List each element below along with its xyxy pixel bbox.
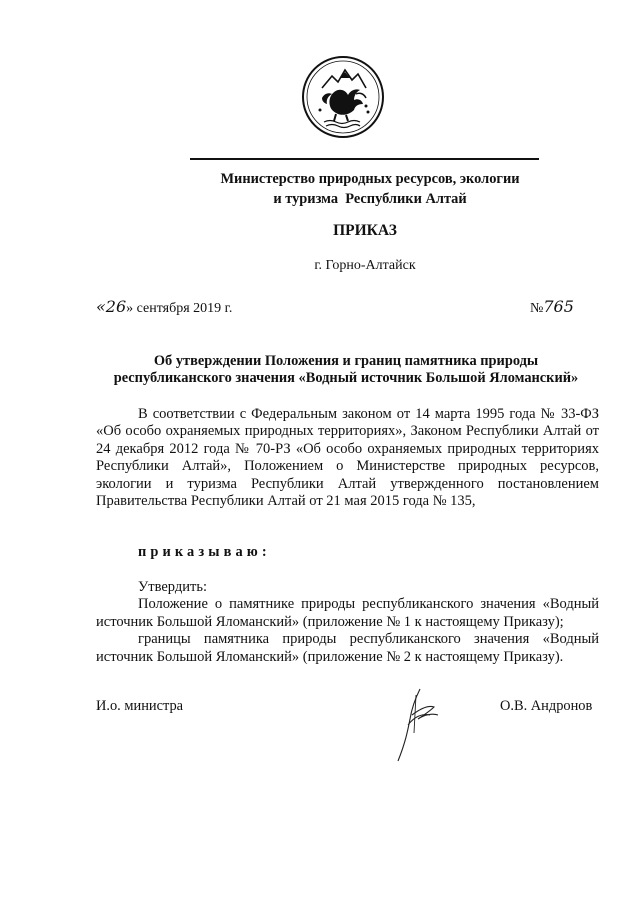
date-rest: » сентября 2019 г. [126, 301, 233, 316]
document-type: ПРИКАЗ [333, 222, 397, 239]
order-item-2: границы памятника природы республиканского значения «Водный источник Большой Яломанский» (приложение № 2 к настоящему Приказу). [96, 631, 599, 665]
preamble-paragraph: В соответствии с Федеральным законом от 14 марта 1995 года № 33-ФЗ «Об особо охраняемых природных территориях», Законом Республики Алтай от 24 декабря 2012 года № 70-РЗ «Об особо охраняемых природных территориях Республики Алтай», Положением о Министерстве природных ресурсов, экологии и туризма Республики Алтай утвержденного постановлением Правительства Республики Алтай от 21 мая 2015 года № 135, [96, 406, 599, 510]
header-rule [190, 158, 539, 160]
ministry-line-1: Министерство природных ресурсов, экологии [220, 171, 520, 187]
order-title [96, 353, 596, 387]
order-items [96, 579, 599, 666]
ministry-line-2: и туризма Республики Алтай [273, 191, 467, 207]
coat-of-arms-emblem [300, 54, 386, 140]
title-line-1: Об утверждении Положения и границ памятника природы [153, 353, 539, 369]
title-line-2: республиканского значения «Водный источник Большой Яломанский» [113, 370, 579, 386]
date-open-quote: « [96, 297, 106, 316]
order-word: приказываю: [138, 544, 271, 560]
city: г. Горно-Алтайск [314, 258, 416, 273]
order-item-1: Положение о памятнике природы республиканского значения «Водный источник Большой Яломанский» (приложение № 1 к настоящему Приказу); [96, 596, 599, 630]
signer-role: И.о. министра [96, 698, 184, 714]
order-number [530, 297, 574, 317]
date-day-handwritten: 26 [105, 297, 127, 316]
number-sign: № [530, 301, 544, 316]
ministry-name [190, 169, 550, 209]
order-date [96, 297, 232, 317]
number-handwritten: 765 [543, 297, 574, 316]
approve-label: Утвердить: [138, 579, 207, 595]
signer-name: О.В. Андронов [500, 698, 593, 714]
handwritten-signature [390, 685, 450, 765]
